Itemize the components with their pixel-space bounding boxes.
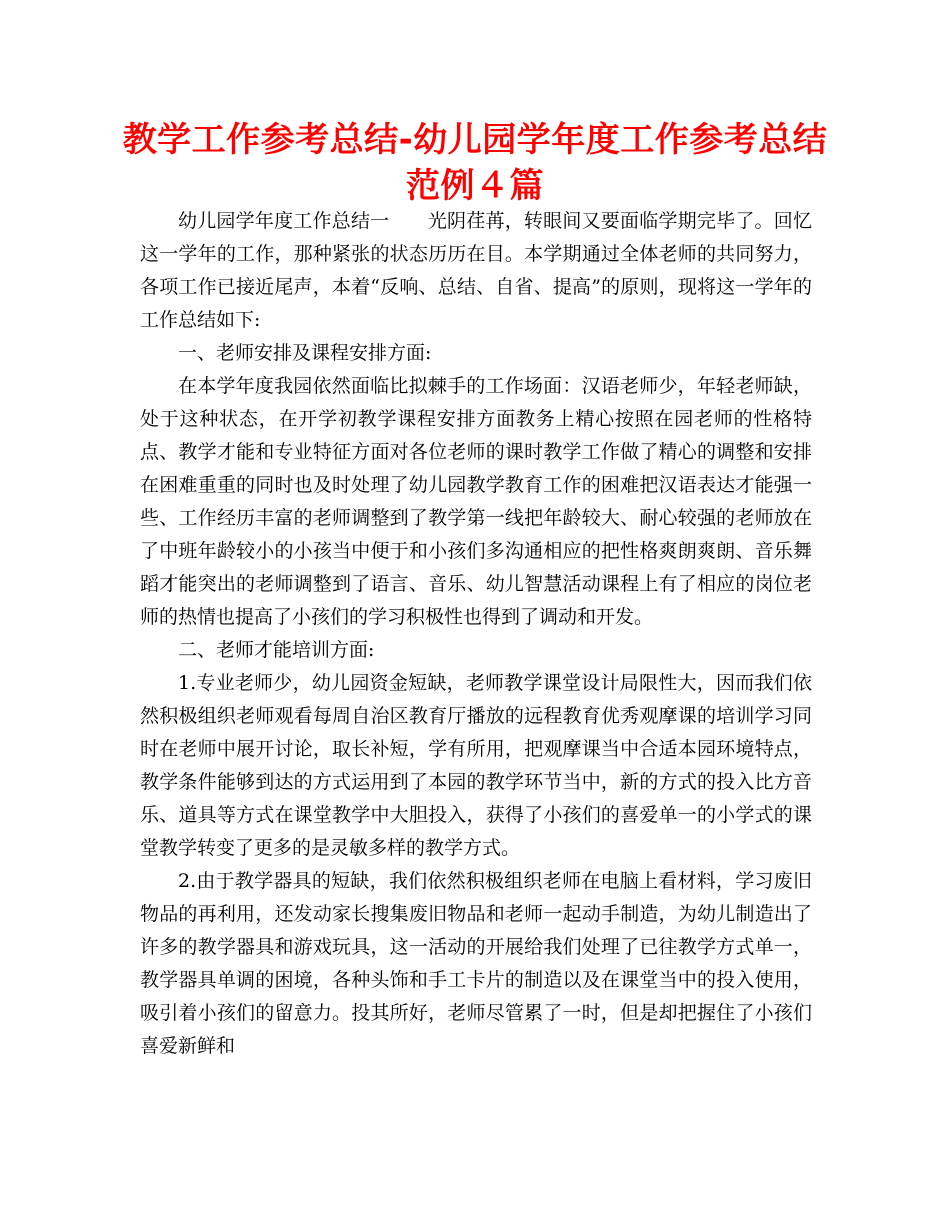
- document-title: 教学工作参考总结-幼儿园学年度工作参考总结范例４篇: [122, 120, 828, 206]
- paragraph-item-2: 2.由于教学器具的短缺，我们依然积极组织老师在电脑上看材料，学习废旧物品的再利用，还发动家长搜集废旧物品和老师一起动手制造，为幼儿制造出了许多的教学器具和游戏玩具，这一活动的开展给我们处理了已往教学方式单一，教学器具单调的困境，各种头饰和手工卡片的制造以及在课堂当中的投入使用，吸引着小孩们的留意力。投其所好，老师尽管累了一时，但是却把握住了小孩们喜爱新鲜和: [140, 870, 812, 1057]
- section-heading-1: 一、老师安排及课程安排方面:: [178, 342, 432, 364]
- paragraph-intro: 幼儿园学年度工作总结一 光阴荏苒，转眼间又要面临学期完毕了。回忆这一学年的工作，那种紧张的状态历历在目。本学期通过全体老师的共同努力，各项工作已接近尾声，本着“反响、总结、自省、提高”的原则，现将这一学年的工作总结如下:: [140, 210, 812, 331]
- document-body: [140, 205, 812, 1063]
- section-heading-2: 二、老师才能培训方面:: [178, 639, 375, 661]
- paragraph-section-1: 在本学年度我园依然面临比拟棘手的工作场面：汉语老师少，年轻老师缺，处于这种状态，在开学初教学课程安排方面教务上精心按照在园老师的性格特点、教学才能和专业特征方面对各位老师的课时教学工作做了精心的调整和安排在困难重重的同时也及时处理了幼儿园教学教育工作的困难把汉语表达才能强一些、工作经历丰富的老师调整到了教学第一线把年龄较大、耐心较强的老师放在了中班年龄较小的小孩当中便于和小孩们多沟通相应的把性格爽朗爽朗、音乐舞蹈才能突出的老师调整到了语言、音乐、幼儿智慧活动课程上有了相应的岗位老师的热情也提高了小孩们的学习积极性也得到了调动和开发。: [140, 375, 812, 628]
- paragraph-item-1: 1.专业老师少，幼儿园资金短缺，老师教学课堂设计局限性大，因而我们依然积极组织老师观看每周自治区教育厅播放的远程教育优秀观摩课的培训学习同时在老师中展开讨论，取长补短，学有所用，把观摩课当中合适本园环境特点，教学条件能够到达的方式运用到了本园的教学环节当中，新的方式的投入比方音乐、道具等方式在课堂教学中大胆投入，获得了小孩们的喜爱单一的小学式的课堂教学转变了更多的是灵敏多样的教学方式。: [140, 672, 812, 859]
